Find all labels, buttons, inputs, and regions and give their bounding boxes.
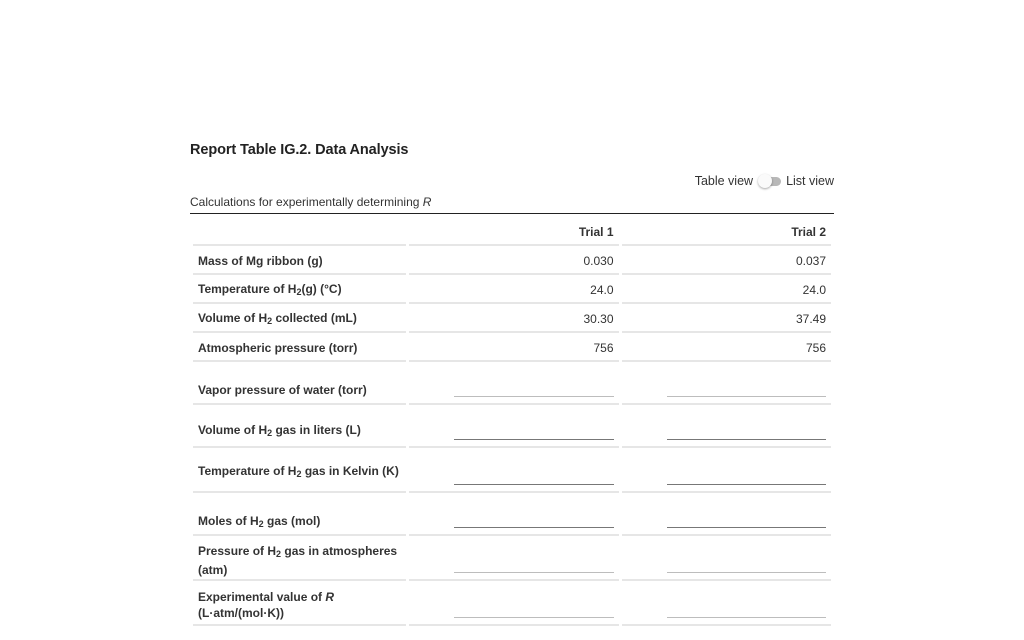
- table-row: [193, 307, 831, 333]
- answer-line: [454, 617, 614, 618]
- answer-line: [667, 527, 827, 528]
- value-cell: 24.0: [622, 278, 832, 304]
- value-cell: 0.037: [622, 249, 832, 275]
- table-row: [193, 336, 831, 362]
- value-cell: 24.0: [409, 278, 619, 304]
- answer-input-trial-2[interactable]: [622, 408, 832, 448]
- value-cell: 756: [409, 336, 619, 362]
- row-label: Moles of $H_2$ gas (mol): [193, 496, 406, 536]
- row-label: Vapor pressure of water (torr): [193, 365, 406, 405]
- answer-input-trial-1[interactable]: [409, 451, 619, 493]
- answer-input-trial-1[interactable]: [409, 584, 619, 626]
- answer-line: [667, 396, 827, 397]
- answer-input-trial-2[interactable]: [622, 365, 832, 405]
- table-row: [193, 249, 831, 275]
- value-cell: 37.49: [622, 307, 832, 333]
- row-label: Temperature of $H_2(g)$ (°C): [193, 278, 406, 304]
- row-label: Temperature of $H_2$ gas in Kelvin (K): [193, 451, 406, 493]
- header-row: [193, 220, 831, 246]
- table-caption: [190, 195, 834, 214]
- table-row: [193, 539, 831, 581]
- answer-input-trial-1[interactable]: [409, 365, 619, 405]
- row-label: Mass of Mg ribbon (g): [193, 249, 406, 275]
- answer-input-trial-1[interactable]: [409, 408, 619, 448]
- row-label: Volume of $H_2$ gas in liters (L): [193, 408, 406, 448]
- answer-input-trial-2[interactable]: [622, 584, 832, 626]
- header-corner: [193, 220, 406, 246]
- list-view-label[interactable]: List view: [786, 174, 834, 188]
- caption-text: Calculations for experimentally determining: [190, 195, 423, 209]
- data-analysis-table: [190, 217, 834, 629]
- answer-input-trial-2[interactable]: [622, 496, 832, 536]
- answer-line: [454, 396, 614, 397]
- answer-line: [667, 572, 827, 573]
- table-row: [193, 496, 831, 536]
- answer-input-trial-1[interactable]: [409, 496, 619, 536]
- answer-input-trial-2[interactable]: [622, 451, 832, 493]
- answer-input-trial-2[interactable]: [622, 539, 832, 581]
- row-label: Atmospheric pressure (torr): [193, 336, 406, 362]
- table-row: [193, 451, 831, 493]
- answer-line: [667, 439, 827, 440]
- answer-line: [454, 439, 614, 440]
- row-label: Experimental value of R (L·atm/(mol·K)): [193, 584, 406, 626]
- toggle-knob: [758, 174, 772, 188]
- value-cell: 30.30: [409, 307, 619, 333]
- answer-line: [667, 617, 827, 618]
- answer-line: [454, 572, 614, 573]
- answer-input-trial-1[interactable]: [409, 539, 619, 581]
- table-view-label[interactable]: Table view: [694, 174, 754, 188]
- table-row: [193, 408, 831, 448]
- answer-line: [454, 527, 614, 528]
- column-header-trial-1: Trial 1: [409, 220, 619, 246]
- value-cell: 0.030: [409, 249, 619, 275]
- row-label: Pressure of $H_2$ gas in atmospheres (atm): [193, 539, 406, 581]
- answer-line: [667, 484, 827, 485]
- view-toggle-switch[interactable]: [758, 174, 782, 188]
- answer-line: [454, 484, 614, 485]
- caption-variable: R: [422, 195, 432, 209]
- view-toggle: [695, 174, 834, 188]
- report-title: Report Table IG.2. Data Analysis: [190, 142, 409, 158]
- column-header-trial-2: Trial 2: [622, 220, 832, 246]
- table-row: [193, 365, 831, 405]
- value-cell: 756: [622, 336, 832, 362]
- table-row: [193, 584, 831, 626]
- table-row: [193, 278, 831, 304]
- row-label: Volume of $H_2$ collected (mL): [193, 307, 406, 333]
